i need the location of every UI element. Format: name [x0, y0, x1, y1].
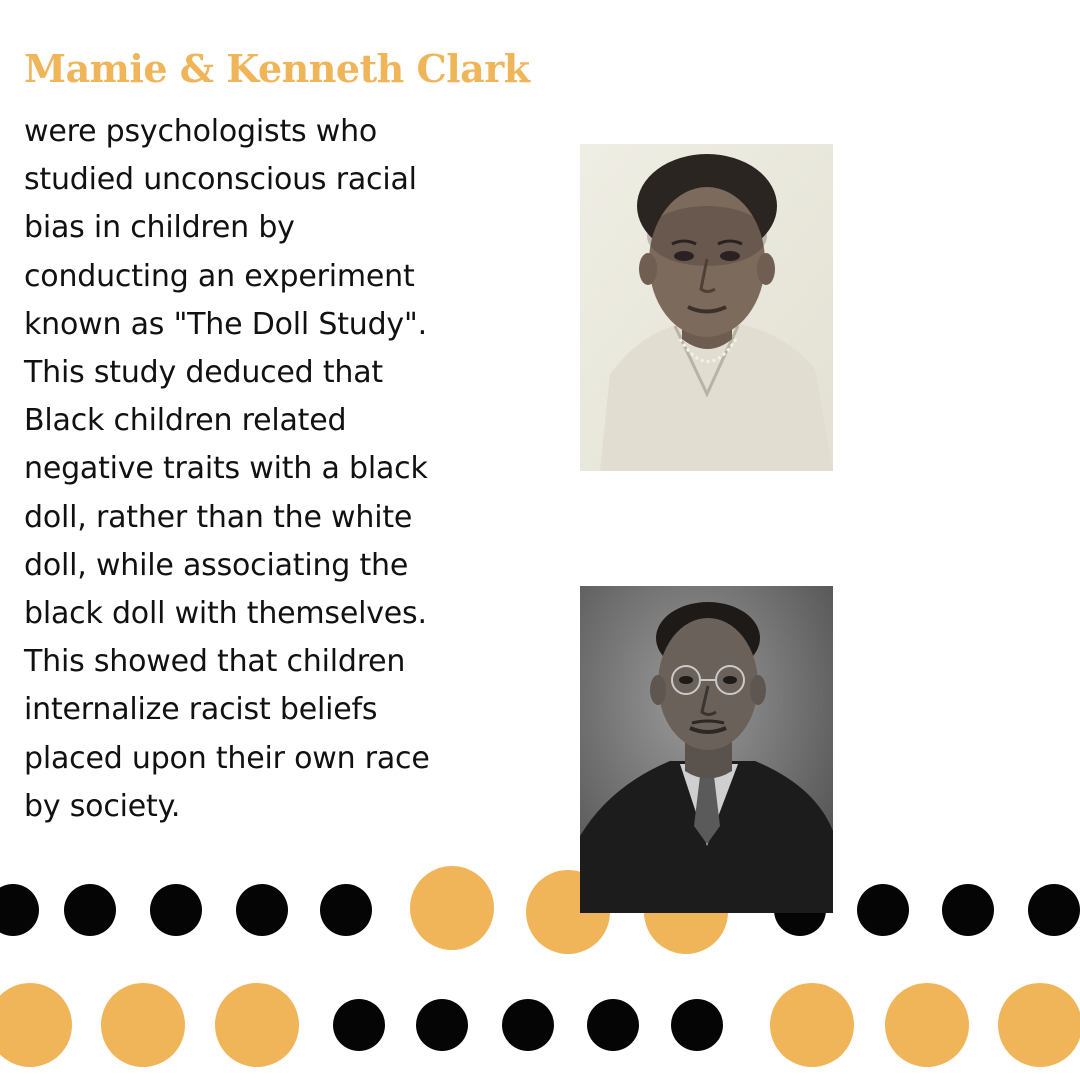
body-line: internalize racist beliefs: [24, 692, 378, 728]
body-line: negative traits with a black: [24, 451, 428, 487]
page-title: Mamie & Kenneth Clark: [24, 46, 530, 91]
black-dot: [942, 884, 994, 936]
black-dot: [416, 999, 468, 1051]
black-dot: [671, 999, 723, 1051]
black-dot: [857, 884, 909, 936]
black-dot: [0, 884, 39, 936]
body-line: bias in children by: [24, 210, 295, 246]
body-line: doll, while associating the: [24, 547, 409, 583]
gold-dot: [215, 983, 299, 1067]
body-line: Black children related: [24, 403, 347, 439]
body-line: This study deduced that: [24, 355, 383, 391]
gold-dot: [885, 983, 969, 1067]
portrait-man-image: [580, 586, 833, 913]
portrait-woman-image: [580, 144, 833, 471]
black-dot: [320, 884, 372, 936]
black-dot: [64, 884, 116, 936]
body-line: by society.: [24, 788, 181, 824]
body-line: known as "The Doll Study".: [24, 306, 427, 342]
body-line: conducting an experiment: [24, 258, 415, 294]
kenneth-clark-photo: [580, 586, 833, 913]
gold-dot: [998, 983, 1080, 1067]
black-dot: [150, 884, 202, 936]
gold-dot: [770, 983, 854, 1067]
body-line: placed upon their own race: [24, 740, 430, 776]
gold-dot: [410, 866, 494, 950]
body-line: studied unconscious racial: [24, 162, 417, 198]
body-line: This showed that children: [24, 644, 406, 680]
black-dot: [1028, 884, 1080, 936]
mamie-clark-photo: [580, 144, 833, 471]
gold-dot: [101, 983, 185, 1067]
body-line: were psychologists who: [24, 114, 378, 149]
black-dot: [236, 884, 288, 936]
black-dot: [333, 999, 385, 1051]
body-line: black doll with themselves.: [24, 596, 427, 632]
black-dot: [587, 999, 639, 1051]
body-line: doll, rather than the white: [24, 499, 413, 535]
black-dot: [502, 999, 554, 1051]
gold-dot: [0, 983, 72, 1067]
